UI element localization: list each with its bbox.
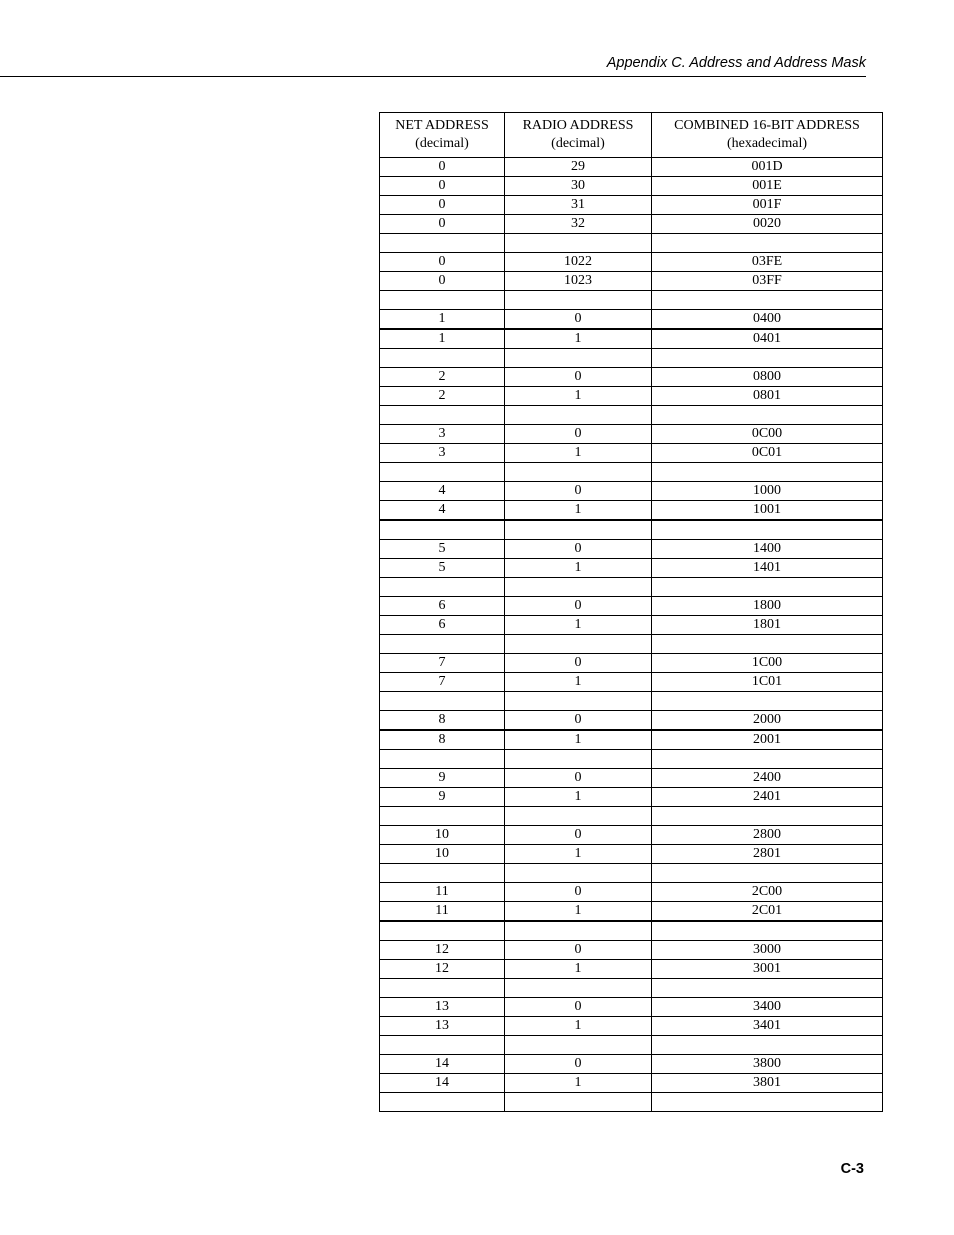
table-row-spacer (380, 520, 883, 540)
table-row (380, 272, 883, 291)
net-address-cell (380, 692, 505, 711)
combined-address-cell (652, 234, 883, 253)
net-address-cell: 0 (380, 196, 505, 215)
address-table-header (380, 113, 883, 158)
table-row (380, 845, 883, 864)
combined-address-cell (652, 291, 883, 310)
radio-address-cell: 1022 (505, 253, 652, 272)
combined-address-cell: 2C01 (652, 902, 883, 922)
combined-address-cell: 2801 (652, 845, 883, 864)
combined-address-cell: 2401 (652, 788, 883, 807)
combined-address-cell: 2C00 (652, 883, 883, 902)
net-address-cell: 4 (380, 482, 505, 501)
table-row (380, 941, 883, 960)
combined-address-cell: 001E (652, 177, 883, 196)
combined-address-cell: 3001 (652, 960, 883, 979)
table-row (380, 253, 883, 272)
combined-address-cell: 03FE (652, 253, 883, 272)
net-address-cell: 11 (380, 902, 505, 922)
table-row (380, 368, 883, 387)
combined-address-cell (652, 750, 883, 769)
combined-address-cell (652, 520, 883, 540)
table-row-spacer (380, 635, 883, 654)
radio-address-cell (505, 979, 652, 998)
page-number: C-3 (840, 1161, 864, 1177)
net-address-cell: 2 (380, 368, 505, 387)
radio-address-cell: 0 (505, 998, 652, 1017)
table-row (380, 616, 883, 635)
table-row (380, 883, 883, 902)
column-title: NET ADDRESS (395, 118, 489, 133)
net-address-cell: 1 (380, 329, 505, 349)
radio-address-cell: 0 (505, 941, 652, 960)
combined-address-cell: 0400 (652, 310, 883, 330)
radio-address-cell (505, 349, 652, 368)
table-row (380, 654, 883, 673)
combined-address-cell (652, 349, 883, 368)
table-row-spacer (380, 979, 883, 998)
radio-address-cell (505, 234, 652, 253)
net-address-cell (380, 349, 505, 368)
radio-address-cell: 1 (505, 559, 652, 578)
table-row-spacer (380, 578, 883, 597)
net-address-cell (380, 291, 505, 310)
combined-address-cell: 001F (652, 196, 883, 215)
table-row (380, 1074, 883, 1093)
combined-address-cell (652, 1036, 883, 1055)
combined-address-cell (652, 1093, 883, 1112)
net-address-cell (380, 807, 505, 826)
combined-address-cell: 3401 (652, 1017, 883, 1036)
net-address-cell: 7 (380, 654, 505, 673)
table-row (380, 387, 883, 406)
net-address-cell: 5 (380, 559, 505, 578)
net-address-cell (380, 864, 505, 883)
radio-address-cell: 30 (505, 177, 652, 196)
combined-address-cell (652, 692, 883, 711)
column-subtitle: (hexadecimal) (726, 136, 808, 151)
net-address-cell: 4 (380, 501, 505, 521)
net-address-cell: 1 (380, 310, 505, 330)
table-row-spacer (380, 406, 883, 425)
combined-address-cell: 001D (652, 158, 883, 177)
combined-address-cell: 3800 (652, 1055, 883, 1074)
radio-address-cell (505, 750, 652, 769)
header-rule (0, 76, 866, 77)
combined-address-cell: 1400 (652, 540, 883, 559)
table-row (380, 788, 883, 807)
combined-address-cell: 3400 (652, 998, 883, 1017)
table-row (380, 730, 883, 750)
table-row (380, 540, 883, 559)
net-address-cell (380, 463, 505, 482)
radio-address-cell: 1 (505, 788, 652, 807)
column-title: COMBINED 16-BIT ADDRESS (674, 118, 860, 133)
net-address-cell (380, 234, 505, 253)
combined-address-cell: 0801 (652, 387, 883, 406)
combined-address-cell: 1801 (652, 616, 883, 635)
combined-address-cell: 1800 (652, 597, 883, 616)
net-address-cell: 0 (380, 158, 505, 177)
table-row (380, 998, 883, 1017)
combined-address-cell: 1C00 (652, 654, 883, 673)
net-address-cell: 6 (380, 616, 505, 635)
net-address-cell: 5 (380, 540, 505, 559)
net-address-cell: 14 (380, 1055, 505, 1074)
table-row (380, 329, 883, 349)
radio-address-cell: 29 (505, 158, 652, 177)
combined-address-cell: 0C01 (652, 444, 883, 463)
net-address-cell: 0 (380, 177, 505, 196)
radio-address-cell: 1 (505, 444, 652, 463)
column-subtitle: (decimal) (415, 136, 469, 151)
net-address-cell (380, 1093, 505, 1112)
radio-address-cell: 0 (505, 368, 652, 387)
net-address-cell (380, 921, 505, 941)
combined-address-cell: 2800 (652, 826, 883, 845)
radio-address-cell: 1 (505, 616, 652, 635)
net-address-cell: 13 (380, 1017, 505, 1036)
table-row (380, 711, 883, 731)
table-row-spacer (380, 463, 883, 482)
combined-address-cell: 2001 (652, 730, 883, 750)
radio-address-cell: 1 (505, 902, 652, 922)
radio-address-cell: 0 (505, 425, 652, 444)
combined-address-cell (652, 864, 883, 883)
radio-address-cell: 1 (505, 730, 652, 750)
radio-address-cell: 0 (505, 654, 652, 673)
combined-address-cell (652, 463, 883, 482)
table-row (380, 673, 883, 692)
radio-address-cell: 1 (505, 501, 652, 521)
table-row-spacer (380, 807, 883, 826)
net-address-cell (380, 406, 505, 425)
combined-address-cell: 2000 (652, 711, 883, 731)
radio-address-cell: 1 (505, 845, 652, 864)
combined-address-cell: 0C00 (652, 425, 883, 444)
table-row (380, 444, 883, 463)
column-header-radio-address (505, 113, 652, 158)
radio-address-cell (505, 291, 652, 310)
net-address-cell: 2 (380, 387, 505, 406)
running-header: Appendix C. Address and Address Mask (606, 55, 866, 71)
table-row (380, 902, 883, 922)
table-row (380, 826, 883, 845)
radio-address-cell (505, 1036, 652, 1055)
column-subtitle: (decimal) (551, 136, 605, 151)
net-address-cell: 10 (380, 845, 505, 864)
combined-address-cell (652, 635, 883, 654)
combined-address-cell: 1C01 (652, 673, 883, 692)
combined-address-cell: 1001 (652, 501, 883, 521)
radio-address-cell (505, 807, 652, 826)
net-address-cell (380, 750, 505, 769)
net-address-cell: 12 (380, 960, 505, 979)
net-address-cell: 0 (380, 253, 505, 272)
table-row-spacer (380, 1093, 883, 1112)
net-address-cell: 14 (380, 1074, 505, 1093)
table-row-spacer (380, 234, 883, 253)
table-row (380, 158, 883, 177)
radio-address-cell: 1023 (505, 272, 652, 291)
table-row-spacer (380, 864, 883, 883)
radio-address-cell: 0 (505, 1055, 652, 1074)
net-address-cell (380, 979, 505, 998)
net-address-cell: 13 (380, 998, 505, 1017)
table-row (380, 597, 883, 616)
radio-address-cell: 0 (505, 310, 652, 330)
radio-address-cell (505, 864, 652, 883)
table-row-spacer (380, 291, 883, 310)
net-address-cell: 6 (380, 597, 505, 616)
net-address-cell (380, 520, 505, 540)
net-address-cell: 3 (380, 444, 505, 463)
radio-address-cell: 1 (505, 673, 652, 692)
radio-address-cell (505, 406, 652, 425)
table-row-spacer (380, 750, 883, 769)
radio-address-cell (505, 635, 652, 654)
radio-address-cell: 31 (505, 196, 652, 215)
header-row (380, 113, 883, 158)
table-row-spacer (380, 1036, 883, 1055)
radio-address-cell: 32 (505, 215, 652, 234)
combined-address-cell: 0800 (652, 368, 883, 387)
table-row-spacer (380, 921, 883, 941)
radio-address-cell: 1 (505, 960, 652, 979)
radio-address-cell: 0 (505, 540, 652, 559)
table-row (380, 310, 883, 330)
radio-address-cell (505, 921, 652, 941)
column-header-combined-address (652, 113, 883, 158)
address-table (379, 112, 883, 1112)
radio-address-cell (505, 692, 652, 711)
table-row (380, 1017, 883, 1036)
net-address-cell: 8 (380, 711, 505, 731)
table-row (380, 196, 883, 215)
table-row (380, 177, 883, 196)
combined-address-cell: 1401 (652, 559, 883, 578)
radio-address-cell: 0 (505, 883, 652, 902)
table-row-spacer (380, 692, 883, 711)
combined-address-cell (652, 578, 883, 597)
radio-address-cell: 0 (505, 826, 652, 845)
combined-address-cell: 1000 (652, 482, 883, 501)
net-address-cell: 12 (380, 941, 505, 960)
radio-address-cell: 0 (505, 769, 652, 788)
column-title: RADIO ADDRESS (522, 118, 634, 133)
address-table-body (380, 158, 883, 1112)
radio-address-cell: 0 (505, 597, 652, 616)
net-address-cell: 9 (380, 788, 505, 807)
table-row (380, 215, 883, 234)
net-address-cell (380, 635, 505, 654)
table-row (380, 769, 883, 788)
column-header-net-address (380, 113, 505, 158)
net-address-cell: 11 (380, 883, 505, 902)
table-row (380, 501, 883, 521)
table-row (380, 425, 883, 444)
net-address-cell: 8 (380, 730, 505, 750)
table-row (380, 960, 883, 979)
combined-address-cell: 2400 (652, 769, 883, 788)
net-address-cell: 3 (380, 425, 505, 444)
net-address-cell: 0 (380, 215, 505, 234)
table-row (380, 482, 883, 501)
combined-address-cell: 3000 (652, 941, 883, 960)
combined-address-cell: 3801 (652, 1074, 883, 1093)
net-address-cell: 10 (380, 826, 505, 845)
net-address-cell (380, 1036, 505, 1055)
radio-address-cell: 1 (505, 387, 652, 406)
radio-address-cell: 1 (505, 329, 652, 349)
combined-address-cell (652, 979, 883, 998)
combined-address-cell: 03FF (652, 272, 883, 291)
radio-address-cell (505, 463, 652, 482)
combined-address-cell: 0020 (652, 215, 883, 234)
combined-address-cell (652, 921, 883, 941)
combined-address-cell: 0401 (652, 329, 883, 349)
radio-address-cell (505, 578, 652, 597)
radio-address-cell: 1 (505, 1074, 652, 1093)
table-row (380, 559, 883, 578)
net-address-cell: 9 (380, 769, 505, 788)
net-address-cell (380, 578, 505, 597)
net-address-cell: 0 (380, 272, 505, 291)
radio-address-cell (505, 520, 652, 540)
radio-address-cell: 0 (505, 711, 652, 731)
radio-address-cell: 1 (505, 1017, 652, 1036)
net-address-cell: 7 (380, 673, 505, 692)
radio-address-cell: 0 (505, 482, 652, 501)
table-row (380, 1055, 883, 1074)
radio-address-cell (505, 1093, 652, 1112)
table-row-spacer (380, 349, 883, 368)
combined-address-cell (652, 807, 883, 826)
combined-address-cell (652, 406, 883, 425)
